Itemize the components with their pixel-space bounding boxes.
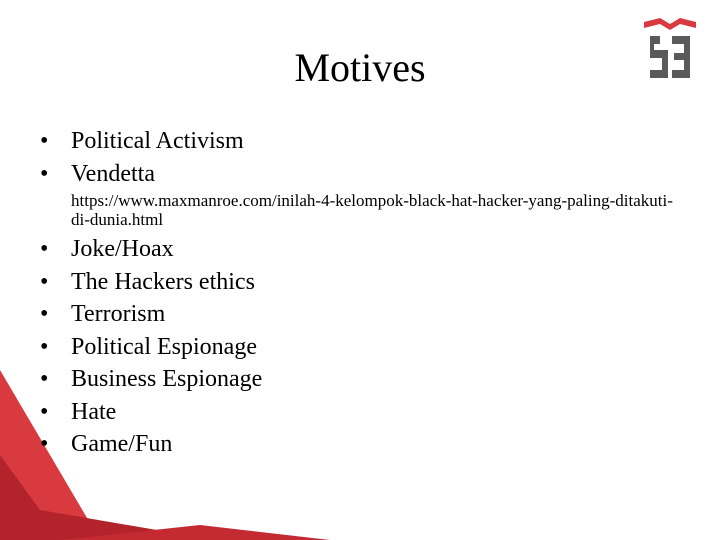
- list-item-text: Terrorism: [71, 301, 166, 327]
- bullet-icon: •: [40, 269, 49, 295]
- list-item-text: Business Espionage: [71, 366, 263, 392]
- list-item-text: Political Activism: [71, 128, 244, 154]
- slide-title: Motives: [294, 45, 426, 90]
- bullet-icon: •: [40, 128, 49, 154]
- bullet-icon: •: [40, 236, 49, 262]
- bullet-icon: •: [40, 366, 49, 392]
- list-item-text: The Hackers ethics: [71, 269, 255, 295]
- bullet-icon: •: [40, 399, 49, 425]
- list-item-text: Hate: [71, 399, 117, 425]
- bullet-icon: •: [40, 301, 49, 327]
- bullet-icon: •: [40, 161, 49, 187]
- list-item-text: Political Espionage: [71, 334, 257, 360]
- list-item-text: Joke/Hoax: [71, 236, 174, 262]
- bullet-icon: •: [40, 431, 49, 457]
- bullet-icon: •: [40, 334, 49, 360]
- list-item-text: Vendetta: [71, 161, 155, 187]
- list-item-text: Game/Fun: [71, 431, 173, 457]
- source-url: https://www.maxmanroe.com/inilah-4-kelompok-black-hat-hacker-yang-paling-ditakuti-di-dunia.html: [71, 191, 673, 229]
